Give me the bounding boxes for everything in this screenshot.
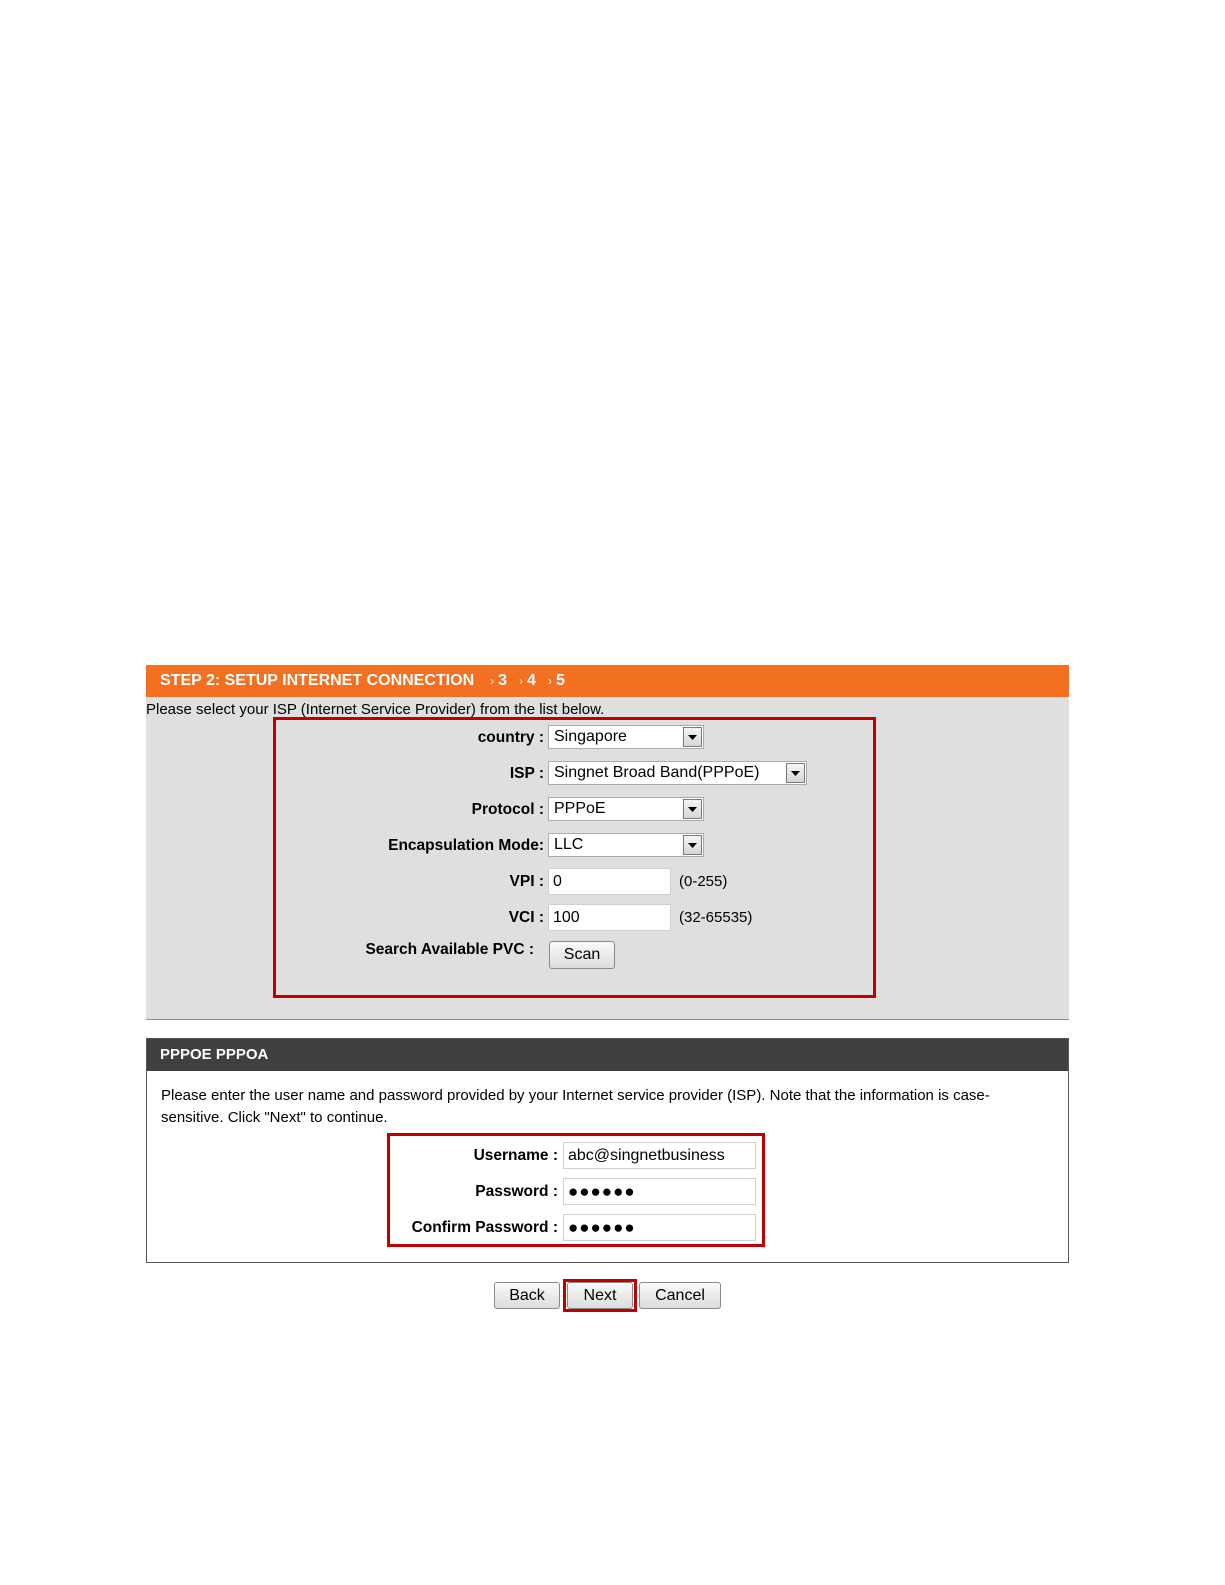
pppoe-credentials-panel bbox=[146, 1038, 1069, 1263]
chevron-right-icon: › bbox=[490, 674, 495, 688]
cancel-button[interactable]: Cancel bbox=[639, 1282, 721, 1309]
vpi-range-hint: (0-255) bbox=[679, 873, 728, 890]
country-value: Singapore bbox=[554, 728, 627, 745]
chevron-right-icon: › bbox=[547, 674, 552, 688]
username-input[interactable]: abc@singnetbusiness bbox=[563, 1142, 756, 1169]
isp-selection-panel bbox=[146, 697, 1069, 1020]
password-label: Password : bbox=[475, 1183, 558, 1200]
next-button[interactable]: Next bbox=[567, 1282, 633, 1309]
isp-label: ISP : bbox=[509, 765, 544, 782]
back-button[interactable]: Back bbox=[494, 1282, 560, 1309]
step-number: 5 bbox=[555, 672, 565, 689]
vci-input[interactable]: 100 bbox=[548, 904, 671, 931]
step-header bbox=[146, 665, 1069, 697]
encapsulation-label: Encapsulation Mode: bbox=[388, 837, 544, 854]
isp-instructions: Please select your ISP (Internet Service Provider) from the list below. bbox=[146, 701, 605, 718]
protocol-select[interactable] bbox=[548, 797, 704, 821]
chevron-right-icon: › bbox=[519, 674, 524, 688]
confirm-password-label: Confirm Password : bbox=[411, 1219, 558, 1236]
vpi-label: VPI : bbox=[509, 873, 544, 890]
step-link-4[interactable] bbox=[519, 672, 536, 690]
step-number: 3 bbox=[498, 672, 508, 689]
step-number: 4 bbox=[527, 672, 536, 689]
dropdown-arrow-icon bbox=[786, 763, 805, 783]
step-link-5[interactable] bbox=[548, 672, 565, 690]
dropdown-arrow-icon bbox=[683, 835, 702, 855]
search-pvc-label: Search Available PVC : bbox=[365, 941, 534, 958]
step-title: STEP 2: SETUP INTERNET CONNECTION bbox=[160, 672, 475, 689]
pppoe-section-title: PPPOE PPPOA bbox=[147, 1039, 1068, 1071]
isp-select[interactable] bbox=[548, 761, 807, 785]
dropdown-arrow-icon bbox=[683, 727, 702, 747]
scan-button[interactable]: Scan bbox=[549, 941, 615, 969]
encapsulation-select[interactable] bbox=[548, 833, 704, 857]
protocol-value: PPPoE bbox=[554, 800, 606, 817]
vci-label: VCI : bbox=[508, 909, 544, 926]
encapsulation-value: LLC bbox=[554, 836, 584, 853]
dropdown-arrow-icon bbox=[683, 799, 702, 819]
isp-value: Singnet Broad Band(PPPoE) bbox=[554, 764, 760, 781]
country-label: country : bbox=[477, 729, 544, 746]
confirm-password-input[interactable]: ●●●●●● bbox=[563, 1214, 756, 1241]
username-label: Username : bbox=[473, 1147, 558, 1164]
password-input[interactable]: ●●●●●● bbox=[563, 1178, 756, 1205]
pppoe-instructions: Please enter the user name and password provided by your Internet service provider (ISP). Note that the information is case-sensitive. Click "Next" to continue. bbox=[161, 1087, 990, 1126]
vpi-input[interactable]: 0 bbox=[548, 868, 671, 895]
country-select[interactable] bbox=[548, 725, 704, 749]
step-navigation bbox=[490, 672, 565, 690]
step-link-3[interactable] bbox=[490, 672, 507, 690]
protocol-label: Protocol : bbox=[471, 801, 544, 818]
vci-range-hint: (32-65535) bbox=[679, 909, 753, 926]
